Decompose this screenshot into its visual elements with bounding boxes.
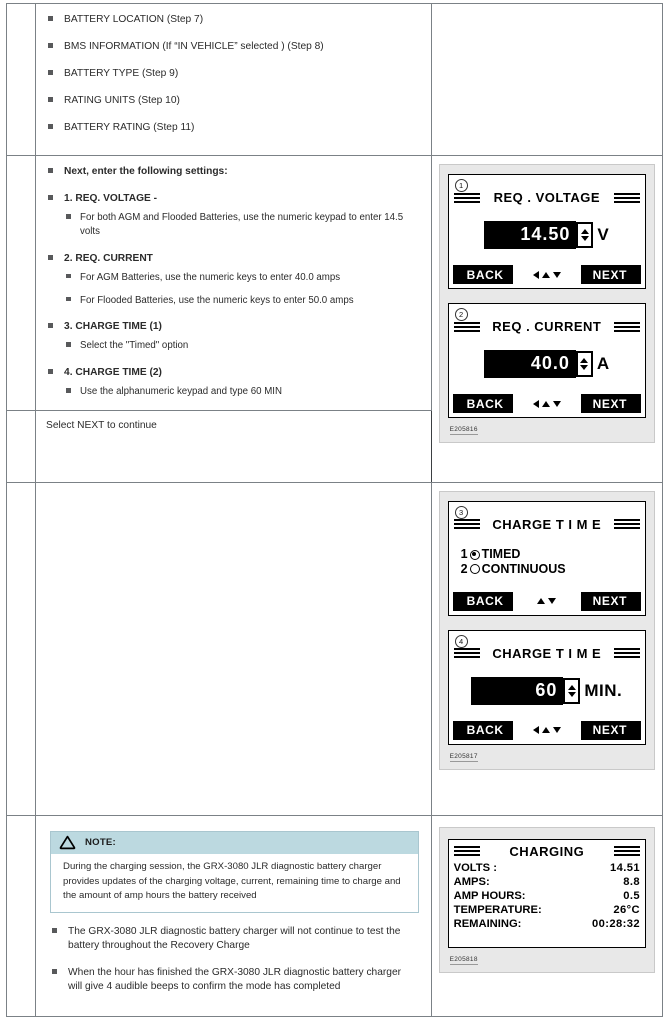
status-value: 8.8 — [623, 875, 640, 888]
list-item — [64, 271, 423, 285]
arrow-left-icon — [533, 726, 539, 734]
status-label: AMPS: — [453, 875, 490, 888]
list-item-setting — [46, 252, 423, 308]
lcd-screen-req-current — [448, 303, 646, 418]
list-item-label: RATING UNITS (Step 10) — [64, 95, 180, 107]
lcd-header — [449, 175, 645, 207]
status-row-amps — [454, 876, 640, 890]
figure-code: E205817 — [449, 752, 478, 760]
setting-heading: 1. REQ. VOLTAGE - — [64, 193, 158, 205]
list-item — [50, 925, 415, 953]
sub-item-label: For both AGM and Flooded Batteries, use the numeric keypad to enter 14.5 volts — [80, 212, 404, 237]
gutter-cell — [7, 156, 36, 411]
note-cell — [36, 815, 432, 1016]
chevron-down-icon[interactable] — [580, 365, 588, 370]
chevron-down-icon[interactable] — [581, 236, 589, 241]
bullet-icon — [48, 124, 53, 129]
list-item-label: BATTERY TYPE (Step 9) — [64, 68, 179, 80]
list-item-label: The GRX-3080 JLR diagnostic battery charger will not continue to test the battery throughout the Recovery Charge — [68, 925, 401, 951]
list-item — [64, 211, 423, 239]
lcd-header — [449, 840, 645, 861]
setting-sublist — [64, 211, 423, 239]
header-bars-right-icon — [614, 844, 640, 858]
figure-code: E205816 — [449, 426, 478, 433]
option-row-timed[interactable] — [461, 547, 566, 562]
bullet-icon — [66, 274, 71, 279]
lcd-title: REQ . CURRENT — [492, 319, 602, 334]
sub-item-label: Select the "Timed" option — [80, 340, 189, 352]
back-button[interactable]: BACK — [453, 394, 513, 413]
bullet-icon — [48, 369, 53, 374]
value-group — [484, 350, 610, 377]
lcd-header — [449, 631, 645, 663]
list-item — [64, 294, 423, 308]
sub-item-label: For AGM Batteries, use the numeric keys to enter 40.0 amps — [80, 271, 341, 283]
arrow-up-icon — [542, 401, 550, 407]
option-number: 2 — [460, 561, 468, 576]
lcd-screen-charge-time-minutes — [448, 630, 646, 745]
header-bars-left-icon — [454, 517, 480, 531]
option-row-continuous[interactable] — [461, 562, 566, 577]
list-item — [46, 121, 423, 135]
bullet-icon — [48, 323, 53, 328]
list-item-setting — [46, 192, 423, 239]
back-button[interactable]: BACK — [453, 265, 513, 284]
step-number-badge: 2 — [455, 308, 468, 321]
table-row-settings — [7, 156, 663, 411]
stepper-inner — [565, 680, 578, 702]
figure-1 — [439, 164, 655, 443]
list-item — [64, 385, 423, 399]
lcd-header — [449, 502, 645, 534]
prerequisites-list — [46, 13, 423, 135]
gutter-cell — [7, 815, 36, 1016]
bullet-icon — [48, 43, 53, 48]
back-button[interactable]: BACK — [453, 592, 513, 611]
gutter-cell — [7, 4, 36, 156]
chevron-up-icon[interactable] — [581, 229, 589, 234]
bullet-icon — [48, 70, 53, 75]
table-row-note — [7, 815, 663, 1016]
continue-instruction: Select NEXT to continue — [46, 419, 157, 431]
header-bars-right-icon — [614, 191, 640, 205]
chevron-up-icon[interactable] — [580, 358, 588, 363]
arrow-left-icon — [533, 400, 539, 408]
list-item — [64, 339, 423, 353]
arrow-keys-indicator — [513, 592, 581, 611]
prerequisites-cell — [36, 4, 432, 156]
header-bars-right-icon — [614, 646, 640, 660]
table-row-prerequisites — [7, 4, 663, 156]
status-value: 0.5 — [623, 889, 640, 902]
minutes-value-field[interactable]: 60 — [471, 677, 563, 704]
header-bars-right-icon — [614, 517, 640, 531]
stepper-inner — [578, 353, 591, 375]
lcd-title: CHARGING — [509, 843, 585, 859]
value-group — [484, 221, 609, 248]
current-value-field[interactable]: 40.0 — [484, 350, 576, 377]
settings-list — [46, 165, 423, 399]
status-value: 26°C — [613, 903, 640, 916]
lcd-nav-bar — [453, 592, 641, 611]
note-header — [51, 832, 418, 854]
table-row-charge-time — [7, 482, 663, 815]
document-table — [6, 3, 663, 1017]
chevron-up-icon[interactable] — [568, 685, 576, 690]
list-item-setting — [46, 320, 423, 353]
bullet-icon — [48, 16, 53, 21]
bullet-icon — [48, 255, 53, 260]
bullet-icon — [52, 969, 57, 974]
status-label: AMP HOURS: — [453, 889, 526, 902]
lcd-screen-charge-time-mode — [448, 501, 646, 616]
gutter-cell — [7, 482, 36, 815]
value-group — [471, 677, 622, 704]
warning-triangle-icon — [59, 835, 76, 850]
bullet-icon — [48, 168, 53, 173]
list-item — [46, 94, 423, 108]
bullet-icon — [48, 195, 53, 200]
back-button[interactable]: BACK — [453, 721, 513, 740]
lcd-title: CHARGE T I M E — [492, 645, 602, 661]
list-item-label: BATTERY RATING (Step 11) — [64, 122, 195, 134]
bullet-icon — [66, 214, 71, 219]
arrow-up-icon — [537, 598, 545, 604]
option-number: 1 — [460, 547, 468, 562]
option-label: TIMED — [481, 547, 521, 562]
setting-heading: 2. REQ. CURRENT — [64, 252, 153, 264]
continue-cell — [36, 410, 432, 482]
radio-button-selected-icon[interactable] — [470, 550, 480, 560]
status-label: TEMPERATURE: — [453, 903, 542, 916]
arrow-keys-indicator — [513, 721, 581, 740]
bullet-icon — [66, 342, 71, 347]
stepper-inner — [578, 224, 591, 246]
unit-label: A — [596, 354, 610, 373]
note-box — [50, 831, 419, 913]
list-item — [46, 40, 423, 54]
setting-heading: 4. CHARGE TIME (2) — [64, 367, 162, 379]
lcd-nav-bar — [453, 394, 641, 413]
step-number-badge: 1 — [455, 179, 468, 192]
list-item — [46, 13, 423, 27]
bullet-icon — [52, 928, 57, 933]
list-item-intro — [46, 165, 423, 179]
arrow-down-icon — [553, 727, 561, 733]
bullet-icon — [66, 297, 71, 302]
step-number-badge: 3 — [455, 506, 468, 519]
note-title: NOTE: — [85, 837, 116, 849]
list-item-setting — [46, 366, 423, 399]
arrow-keys-indicator — [513, 394, 581, 413]
prerequisites-figure-cell — [431, 4, 662, 156]
list-item-label: BMS INFORMATION (If “IN VEHICLE” selected ) (Step 8) — [64, 41, 324, 53]
status-row-remaining — [454, 918, 640, 932]
status-label: VOLTS : — [453, 861, 497, 874]
lcd-value-area — [449, 207, 645, 263]
arrow-down-icon — [553, 272, 561, 278]
status-row-amp-hours — [454, 890, 640, 904]
charging-status-readout — [449, 861, 645, 947]
status-value: 00:28:32 — [592, 917, 640, 930]
list-item-label: When the hour has finished the GRX-3080 JLR diagnostic battery charger will give 4 audible beeps to confirm the mode has completed — [68, 966, 402, 992]
arrow-left-icon — [533, 271, 539, 279]
voltage-value-field[interactable]: 14.50 — [484, 221, 576, 248]
list-item — [46, 67, 423, 81]
lcd-value-area — [449, 336, 645, 392]
arrow-up-icon — [542, 272, 550, 278]
unit-label: MIN. — [584, 680, 623, 700]
header-bars-left-icon — [454, 646, 480, 660]
gutter-cell — [7, 410, 36, 482]
header-bars-left-icon — [454, 320, 480, 334]
setting-sublist — [64, 271, 423, 308]
minutes-stepper[interactable] — [563, 678, 580, 704]
arrow-keys-indicator — [513, 265, 581, 284]
current-stepper[interactable] — [576, 351, 593, 377]
next-button[interactable]: NEXT — [581, 265, 641, 284]
settings-cell — [36, 156, 432, 411]
lcd-value-area — [449, 663, 645, 719]
arrow-down-icon — [548, 598, 556, 604]
header-bars-right-icon — [614, 320, 640, 334]
list-item-label: BATTERY LOCATION (Step 7) — [64, 14, 204, 25]
lcd-header — [449, 304, 645, 336]
figure-cell-3 — [431, 815, 662, 1016]
note-body: During the charging session, the GRX-3080 JLR diagnostic battery charger provides updates of the charging voltage, current, remaining time to charge and the amount of amp hours the battery received — [63, 860, 401, 902]
header-bars-left-icon — [454, 191, 480, 205]
lcd-title: CHARGE T I M E — [492, 516, 602, 532]
arrow-down-icon — [553, 401, 561, 407]
sub-item-label: For Flooded Batteries, use the numeric keys to enter 50.0 amps — [80, 294, 354, 306]
chevron-down-icon[interactable] — [568, 692, 576, 697]
next-button[interactable]: NEXT — [581, 394, 641, 413]
header-bars-left-icon — [454, 844, 480, 858]
bullet-icon — [66, 388, 71, 393]
setting-sublist — [64, 339, 423, 353]
figure-cell-1 — [431, 156, 662, 483]
status-value: 14.51 — [610, 861, 640, 874]
charge-mode-options — [461, 547, 566, 577]
list-item — [50, 966, 415, 994]
empty-text-cell — [36, 482, 432, 815]
status-row-volts — [454, 862, 640, 876]
status-row-temperature — [454, 904, 640, 918]
radio-button-unselected-icon[interactable] — [470, 564, 480, 574]
voltage-stepper[interactable] — [576, 222, 593, 248]
arrow-up-icon — [542, 727, 550, 733]
lcd-options-area — [449, 534, 645, 590]
figure-2 — [439, 491, 655, 770]
bullet-icon — [48, 97, 53, 102]
lcd-nav-bar — [453, 721, 641, 740]
step-number-badge: 4 — [455, 635, 468, 648]
settings-intro-label: Next, enter the following settings: — [64, 166, 228, 177]
lcd-title: REQ . VOLTAGE — [493, 190, 601, 205]
figure-cell-2 — [431, 482, 662, 815]
figure-3 — [439, 827, 655, 973]
next-button[interactable]: NEXT — [581, 592, 641, 611]
status-label: REMAINING: — [453, 917, 522, 930]
setting-heading: 3. CHARGE TIME (1) — [64, 321, 162, 333]
lcd-screen-charging-status — [448, 839, 646, 948]
option-label: CONTINUOUS — [481, 561, 566, 576]
afternote-list — [50, 925, 415, 994]
figure-code: E205818 — [449, 956, 478, 964]
lcd-nav-bar — [453, 265, 641, 284]
setting-sublist — [64, 385, 423, 399]
sub-item-label: Use the alphanumeric keypad and type 60 MIN — [80, 386, 282, 398]
lcd-screen-req-voltage — [448, 174, 646, 289]
unit-label: V — [597, 225, 610, 244]
next-button[interactable]: NEXT — [581, 721, 641, 740]
